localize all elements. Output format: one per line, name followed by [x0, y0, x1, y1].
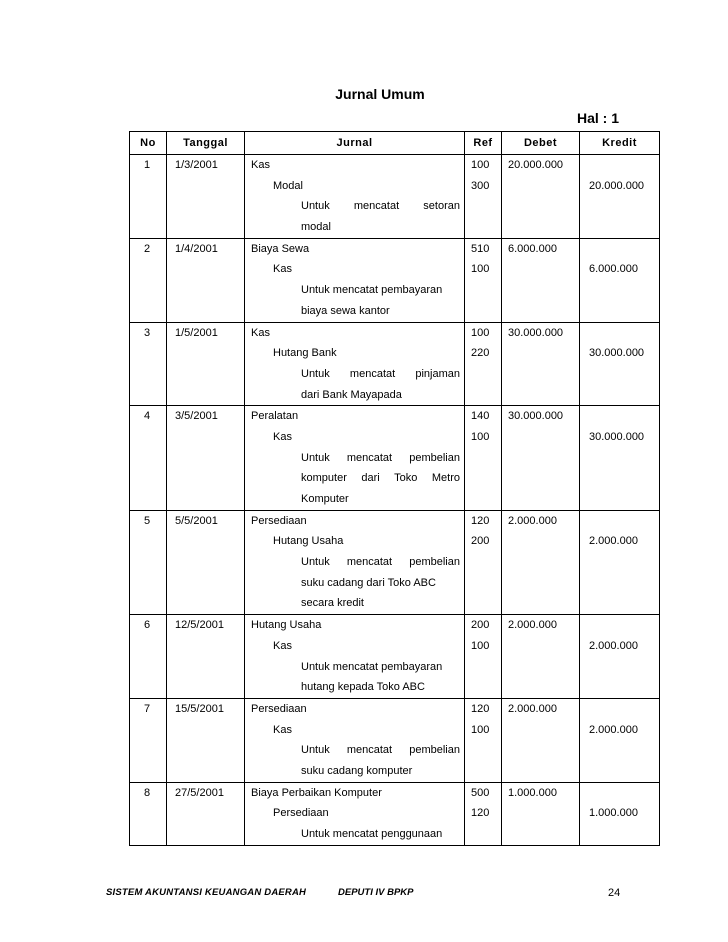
ref-value: [465, 217, 501, 238]
credit-account: Kas: [273, 263, 292, 276]
entry-journal-cell: [245, 510, 465, 614]
entry-date-cell: [167, 322, 245, 406]
debit-account: Kas: [251, 159, 270, 171]
kredit-value: [580, 239, 659, 260]
entry-debet-cell: [502, 238, 580, 322]
debit-account: Biaya Sewa: [251, 242, 310, 255]
kredit-value: [580, 489, 659, 510]
ref-value: 100: [471, 430, 490, 443]
entry-date: 1/3/2001: [175, 159, 218, 171]
ref-value: [465, 448, 501, 469]
debet-value: [502, 531, 579, 552]
entry-date: 15/5/2001: [175, 702, 224, 715]
entry-number: 8: [144, 786, 151, 799]
entry-description: Untuk mencatat pembelian: [301, 556, 460, 569]
ref-value: [465, 824, 501, 845]
kredit-value: [580, 824, 659, 845]
kredit-value: [580, 657, 659, 678]
entry-number: 4: [144, 410, 151, 423]
debet-value: [502, 720, 579, 741]
journal-entry-row: [130, 238, 660, 322]
entry-number: 5: [144, 514, 151, 527]
ref-value: [465, 364, 501, 385]
journal-entry-row: [130, 322, 660, 406]
column-header-jurnal: Jurnal: [245, 132, 465, 155]
entry-description: Untuk mencatat pembayaran: [301, 284, 443, 297]
ref-value: 140: [471, 410, 490, 423]
entry-description: Untuk mencatat setoran: [301, 200, 460, 213]
entry-description: komputer dari Toko Metro: [301, 472, 460, 485]
entry-description: Untuk mencatat pembelian: [301, 744, 460, 757]
debet-value: 2.000.000: [508, 702, 557, 715]
kredit-value: [580, 740, 659, 761]
entry-kredit-cell: [580, 782, 660, 845]
debet-value: 20.000.000: [508, 159, 564, 171]
kredit-value: [580, 511, 659, 532]
entry-date: 12/5/2001: [175, 619, 224, 632]
entry-ref-cell: [465, 322, 502, 406]
entry-description: Komputer: [301, 493, 349, 505]
ref-value: 220: [471, 347, 490, 360]
kredit-value: [580, 280, 659, 301]
debet-value: 2.000.000: [508, 619, 557, 632]
kredit-value: [580, 323, 659, 344]
kredit-value: [580, 155, 659, 176]
entry-description: suku cadang komputer: [301, 764, 413, 777]
entry-date: 27/5/2001: [175, 786, 224, 799]
journal-entry-row: [130, 406, 660, 510]
entry-kredit-cell: [580, 615, 660, 699]
debit-account: Persediaan: [251, 702, 307, 715]
entry-date-cell: [167, 238, 245, 322]
debet-value: [502, 677, 579, 698]
journal-entry-row: [130, 698, 660, 782]
entry-ref-cell: [465, 510, 502, 614]
journal-entry-row: [130, 155, 660, 239]
entry-kredit-cell: [580, 238, 660, 322]
ref-value: [465, 593, 501, 614]
ref-value: [465, 489, 501, 510]
entry-journal-cell: [245, 406, 465, 510]
entry-kredit-cell: [580, 698, 660, 782]
entry-number-cell: [130, 698, 167, 782]
page-number: 24: [608, 887, 621, 899]
credit-account: Hutang Bank: [273, 347, 337, 360]
debet-value: [502, 740, 579, 761]
kredit-value: 20.000.000: [589, 179, 645, 192]
debit-account: Biaya Perbaikan Komputer: [251, 786, 382, 799]
entry-ref-cell: [465, 782, 502, 845]
ref-value: 120: [471, 702, 490, 715]
ref-value: [465, 280, 501, 301]
entry-journal-cell: [245, 238, 465, 322]
entry-date: 3/5/2001: [175, 410, 218, 423]
entry-number-cell: [130, 238, 167, 322]
debit-account: Peralatan: [251, 410, 299, 423]
ref-value: [465, 677, 501, 698]
debet-value: [502, 364, 579, 385]
entry-debet-cell: [502, 510, 580, 614]
entry-number: 3: [144, 326, 151, 339]
kredit-value: 2.000.000: [589, 639, 638, 652]
entry-ref-cell: [465, 698, 502, 782]
kredit-value: [580, 761, 659, 782]
entry-journal-cell: [245, 615, 465, 699]
entry-description: biaya sewa kantor: [301, 304, 390, 317]
credit-account: Hutang Usaha: [273, 535, 344, 548]
entry-date-cell: [167, 155, 245, 239]
ref-value: 200: [471, 619, 490, 632]
credit-account: Kas: [273, 723, 292, 736]
column-header-ref: Ref: [465, 132, 502, 155]
debet-value: [502, 593, 579, 614]
ref-value: 100: [471, 326, 490, 339]
credit-account: Kas: [273, 639, 292, 652]
entry-ref-cell: [465, 155, 502, 239]
entry-description: modal: [301, 221, 331, 234]
debit-account: Kas: [251, 326, 270, 339]
ref-value: 100: [471, 723, 490, 736]
kredit-value: [580, 385, 659, 406]
entry-ref-cell: [465, 406, 502, 510]
entry-date-cell: [167, 698, 245, 782]
journal-entry-row: [130, 782, 660, 845]
kredit-value: [580, 301, 659, 322]
ref-value: 100: [471, 159, 490, 171]
entry-number-cell: [130, 155, 167, 239]
kredit-value: [580, 593, 659, 614]
credit-account: Kas: [273, 430, 292, 443]
entry-number: 2: [144, 242, 151, 255]
entry-date: 1/5/2001: [175, 326, 218, 339]
ref-value: 100: [471, 639, 490, 652]
entry-number-cell: [130, 510, 167, 614]
debet-value: [502, 824, 579, 845]
kredit-value: [580, 699, 659, 720]
debit-account: Persediaan: [251, 514, 307, 527]
debet-value: [502, 196, 579, 217]
entry-kredit-cell: [580, 155, 660, 239]
entry-number-cell: [130, 782, 167, 845]
footer-department: DEPUTI IV BPKP: [338, 887, 414, 898]
debit-account: Hutang Usaha: [251, 619, 322, 632]
ref-value: 500: [471, 786, 490, 799]
ref-value: [465, 573, 501, 594]
kredit-value: [580, 573, 659, 594]
kredit-value: [580, 448, 659, 469]
entry-description: secara kredit: [301, 597, 364, 610]
entry-journal-cell: [245, 155, 465, 239]
debet-value: [502, 217, 579, 238]
ref-value: [465, 301, 501, 322]
ref-value: [465, 468, 501, 489]
ref-value: [465, 740, 501, 761]
entry-number: 6: [144, 619, 151, 632]
table-header-row: [130, 132, 660, 155]
debet-value: [502, 427, 579, 448]
debet-value: [502, 448, 579, 469]
kredit-value: [580, 364, 659, 385]
debet-value: [502, 259, 579, 280]
debet-value: 30.000.000: [508, 326, 564, 339]
entry-debet-cell: [502, 322, 580, 406]
journal-entry-row: [130, 510, 660, 614]
debet-value: 6.000.000: [508, 242, 557, 255]
ref-value: [465, 196, 501, 217]
entry-description: Untuk mencatat penggunaan: [301, 828, 443, 840]
kredit-value: [580, 552, 659, 573]
page-label: Hal : 1: [577, 110, 620, 126]
kredit-value: [580, 468, 659, 489]
ref-value: 200: [471, 535, 490, 548]
kredit-value: 30.000.000: [589, 347, 645, 360]
kredit-value: 1.000.000: [589, 807, 638, 820]
entry-number: 1: [144, 159, 151, 171]
column-header-no: No: [130, 132, 167, 155]
entry-date-cell: [167, 510, 245, 614]
journal-entry-row: [130, 615, 660, 699]
debet-value: [502, 573, 579, 594]
entry-ref-cell: [465, 615, 502, 699]
column-header-debet: Debet: [502, 132, 580, 155]
ref-value: 100: [471, 263, 490, 276]
kredit-value: 6.000.000: [589, 263, 638, 276]
entry-kredit-cell: [580, 510, 660, 614]
entry-description: suku cadang dari Toko ABC: [301, 576, 436, 589]
debet-value: 30.000.000: [508, 410, 564, 423]
entry-date-cell: [167, 782, 245, 845]
entry-journal-cell: [245, 782, 465, 845]
entry-number-cell: [130, 615, 167, 699]
entry-journal-cell: [245, 322, 465, 406]
ref-value: 510: [471, 242, 490, 255]
debet-value: [502, 385, 579, 406]
entry-number: 7: [144, 702, 151, 715]
kredit-value: [580, 406, 659, 427]
kredit-value: [580, 615, 659, 636]
debet-value: [502, 552, 579, 573]
debet-value: 2.000.000: [508, 514, 557, 527]
entry-number-cell: [130, 322, 167, 406]
entry-journal-cell: [245, 698, 465, 782]
journal-body: [130, 155, 660, 846]
kredit-value: 30.000.000: [589, 430, 645, 443]
ref-value: [465, 385, 501, 406]
entry-date: 1/4/2001: [175, 242, 218, 255]
column-header-tanggal: Tanggal: [167, 132, 245, 155]
kredit-value: 2.000.000: [589, 535, 638, 548]
credit-account: Persediaan: [273, 807, 329, 820]
debet-value: [502, 636, 579, 657]
debet-value: 1.000.000: [508, 786, 557, 799]
entry-kredit-cell: [580, 322, 660, 406]
ref-value: [465, 761, 501, 782]
entry-date: 5/5/2001: [175, 514, 218, 527]
ref-value: [465, 657, 501, 678]
credit-account: Modal: [273, 179, 303, 192]
ref-value: 120: [471, 807, 490, 820]
entry-debet-cell: [502, 615, 580, 699]
debet-value: [502, 343, 579, 364]
ref-value: 120: [471, 514, 490, 527]
debet-value: [502, 761, 579, 782]
debet-value: [502, 657, 579, 678]
entry-date-cell: [167, 615, 245, 699]
entry-debet-cell: [502, 698, 580, 782]
entry-description: Untuk mencatat pembayaran: [301, 660, 443, 673]
column-header-kredit: Kredit: [580, 132, 660, 155]
entry-debet-cell: [502, 406, 580, 510]
entry-description: hutang kepada Toko ABC: [301, 681, 425, 694]
entry-debet-cell: [502, 782, 580, 845]
debet-value: [502, 468, 579, 489]
debet-value: [502, 301, 579, 322]
entry-description: Untuk mencatat pinjaman: [301, 367, 460, 380]
ref-value: [465, 552, 501, 573]
ref-value: 300: [471, 179, 490, 192]
debet-value: [502, 489, 579, 510]
journal-table: [129, 131, 660, 846]
document-title: Jurnal Umum: [335, 86, 425, 102]
entry-ref-cell: [465, 238, 502, 322]
entry-description: Untuk mencatat pembelian: [301, 451, 460, 464]
debet-value: [502, 803, 579, 824]
entry-debet-cell: [502, 155, 580, 239]
kredit-value: 2.000.000: [589, 723, 638, 736]
kredit-value: [580, 677, 659, 698]
entry-date-cell: [167, 406, 245, 510]
entry-kredit-cell: [580, 406, 660, 510]
debet-value: [502, 176, 579, 197]
kredit-value: [580, 217, 659, 238]
kredit-value: [580, 783, 659, 804]
entry-number-cell: [130, 406, 167, 510]
kredit-value: [580, 196, 659, 217]
debet-value: [502, 280, 579, 301]
footer-title: SISTEM AKUNTANSI KEUANGAN DAERAH: [106, 887, 307, 898]
entry-description: dari Bank Mayapada: [301, 388, 402, 401]
